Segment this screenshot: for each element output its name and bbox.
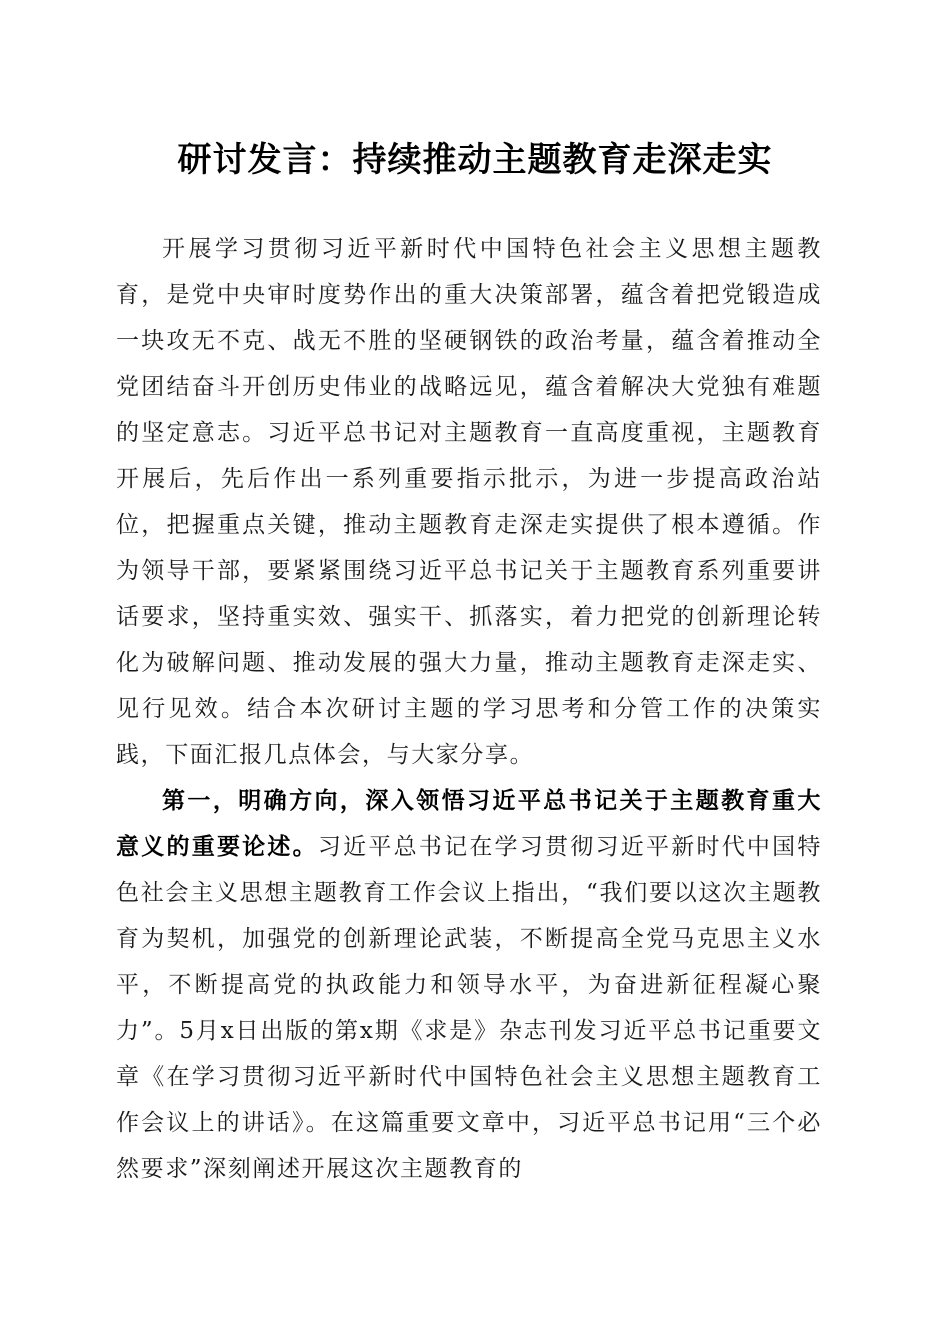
paragraph-first-point-text: 习近平总书记在学习贯彻习近平新时代中国特色社会主义思想主题教育工作会议上指出，“我们要以这次主题教育为契机，加强党的创新理论武装，不断提高全党马克思主义水平，不断提高党的执政能力和领导水平，为奋进新征程凝心聚力”。5月x日出版的第x期《求是》杂志刊发习近平总书记重要文章《在学习贯彻习近平新时代中国特色社会主义思想主题教育工作会议上的讲话》。在这篇重要文章中，习近平总书记用“三个必然要求”深刻阐述开展这次主题教育的: [116, 834, 823, 1182]
paragraph-intro-text: 开展学习贯彻习近平新时代中国特色社会主义思想主题教育，是党中央审时度势作出的重大决策部署，蕴含着把党锻造成一块攻无不克、战无不胜的坚硬钢铁的政治考量，蕴含着推动全党团结奋斗开创历史伟业的战略远见，蕴含着解决大党独有难题的坚定意志。习近平总书记对主题教育一直高度重视，主题教育开展后，先后作出一系列重要指示批示，为进一步提高政治站位，把握重点关键，推动主题教育走深走实提供了根本遵循。作为领导干部，要紧紧围绕习近平总书记关于主题教育系列重要讲话要求，坚持重实效、强实干、抓落实，着力把党的创新理论转化为破解问题、推动发展的强大力量，推动主题教育走深走实、见行见效。结合本次研讨主题的学习思考和分管工作的决策实践，下面汇报几点体会，与大家分享。: [116, 236, 822, 768]
document-body: [116, 226, 822, 1192]
paragraph-first-point: [116, 778, 822, 1192]
document-title: 研讨发言：持续推动主题教育走深走实: [177, 140, 773, 180]
paragraph-first-point-heading: 第一，明确方向，深入领悟习近平总书记关于主题教育重大意义的重要论述。: [116, 787, 822, 860]
paragraph-intro: [116, 226, 822, 778]
